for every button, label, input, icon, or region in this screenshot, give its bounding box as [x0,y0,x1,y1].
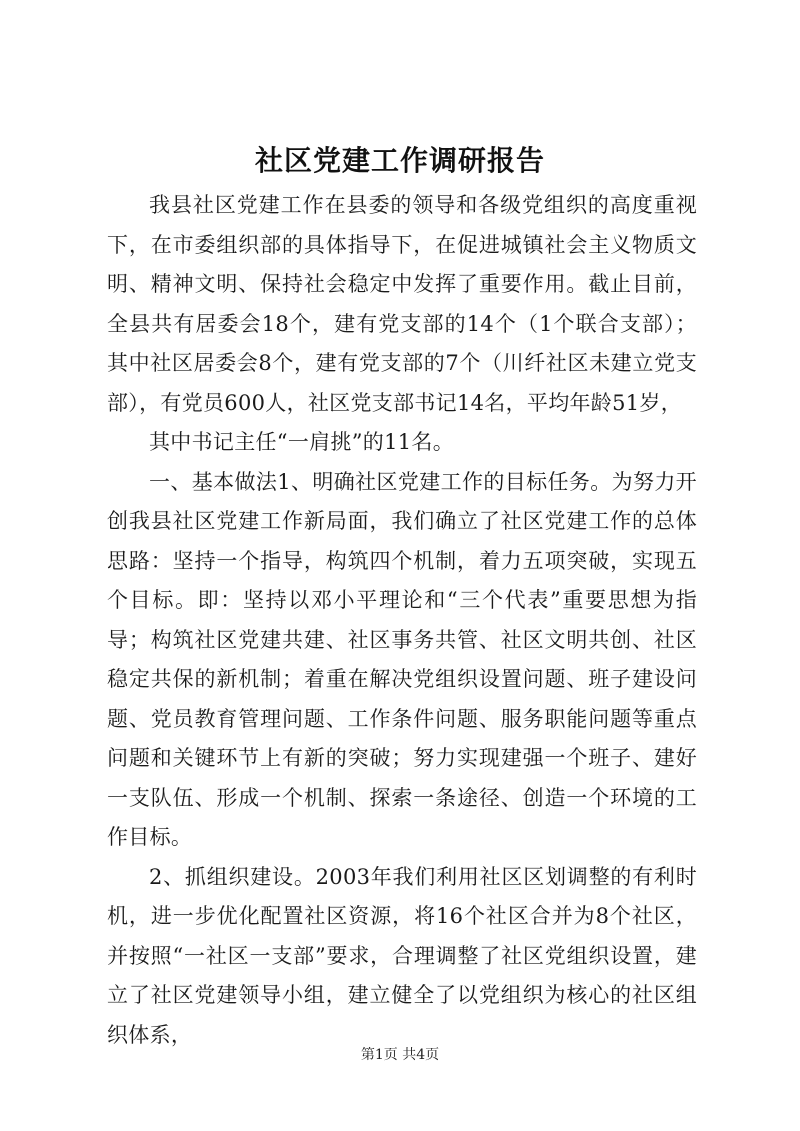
paragraph-intro: 我县社区党建工作在县委的领导和各级党组织的高度重视下，在市委组织部的具体指导下，在促进城镇社会主义物质文明、精神文明、保持社会稳定中发挥了重要作用。截止目前，全县共有居委会18个，建有党支部的14个（1个联合支部）；其中社区居委会8个，建有党支部的7个（川纤社区未建立党支部），有党员600人，社区党支部书记14名，平均年龄51岁， [107,193,697,415]
document-body [107,186,697,1055]
document-title: 社区党建工作调研报告 [254,144,545,177]
paragraph-organization-building: 2、抓组织建设。2003年我们利用社区区划调整的有利时机，进一步优化配置社区资源，将16个社区合并为8个社区，并按照“一社区一支部”要求，合理调整了社区党组织设置，建立了社区党建领导小组，建立健全了以党组织为核心的社区组织体系， [107,864,697,1047]
page-number: 第1页 共4页 [360,1047,440,1063]
paragraph-secretary-count: 其中书记主任“一肩挑”的11名。 [149,430,454,454]
paragraph-basic-practice: 一、基本做法1、明确社区党建工作的目标任务。为努力开创我县社区党建工作新局面，我们确立了社区党建工作的总体思路：坚持一个指导，构筑四个机制，着力五项突破，实现五个目标。即：坚持以邓小平理论和“三个代表”重要思想为指导；构筑社区党建共建、社区事务共管、社区文明共创、社区稳定共保的新机制；着重在解决党组织设置问题、班子建设问题、党员教育管理问题、工作条件问题、服务职能问题等重点问题和关键环节上有新的突破；努力实现建强一个班子、建好一支队伍、形成一个机制、探索一条途径、创造一个环境的工作目标。 [107,469,697,849]
